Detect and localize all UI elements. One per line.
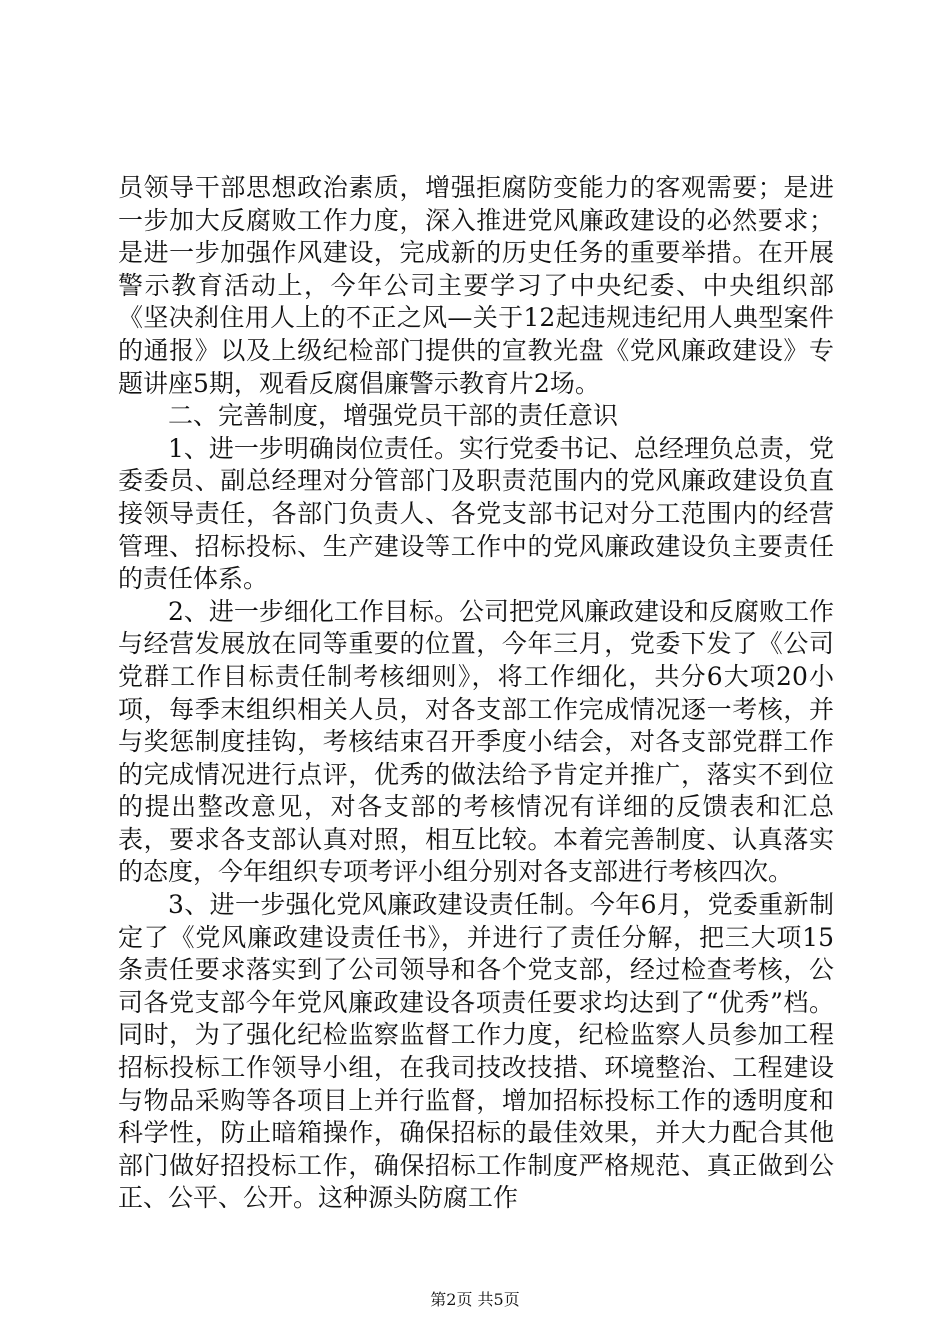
paragraph-item-2: 2、进一步细化工作目标。公司把党风廉政建设和反腐败工作与经营发展放在同等重要的位置，今年三月，党委下发了《公司党群工作目标责任制考核细则》，将工作细化，共分6大项20小项，每季末组织相关人员，对各支部工作完成情况逐一考核，并与奖惩制度挂钩，考核结束召开季度小结会，对各支部党群工作的完成情况进行点评，优秀的做法给予肯定并推广，落实不到位的提出整改意见，对各支部的考核情况有详细的反馈表和汇总表，要求各支部认真对照，相互比较。本着完善制度、认真落实的态度，今年组织专项考评小组分别对各支部进行考核四次。 <box>118 596 834 887</box>
paragraph-item-1: 1、进一步明确岗位责任。实行党委书记、总经理负总责，党委委员、副总经理对分管部门及职责范围内的党风廉政建设负直接领导责任，各部门负责人、各党支部书记对分工范围内的经营管理、招标投标、生产建设等工作中的党风廉政建设负主要责任的责任体系。 <box>118 433 834 594</box>
section-heading: 二、完善制度，增强党员干部的责任意识 <box>168 401 619 431</box>
page-number: 第2页 共5页 <box>430 1290 520 1309</box>
paragraph-continuation: 员领导干部思想政治素质，增强拒腐防变能力的客观需要；是进一步加大反腐败工作力度，深入推进党风廉政建设的必然要求；是进一步加强作风建设，完成新的历史任务的重要举措。在开展警示教育活动上，今年公司主要学习了中央纪委、中央组织部《坚决刹住用人上的不正之风—关于12起违规违纪用人典型案件的通报》以及上级纪检部门提供的宣教光盘《党风廉政建设》专题讲座5期，观看反腐倡廉警示教育片2场。 <box>118 173 834 398</box>
paragraph-item-3: 3、进一步强化党风廉政建设责任制。今年6月，党委重新制定了《党风廉政建设责任书》，并进行了责任分解，把三大项15条责任要求落实到了公司领导和各个党支部，经过检查考核，公司各党支部今年党风廉政建设各项责任要求均达到了“优秀”档。同时，为了强化纪检监察监督工作力度，纪检监察人员参加工程招标投标工作领导小组，在我司技改技措、环境整治、工程建设与物品采购等各项目上并行监督，增加招标投标工作的透明度和科学性，防止暗箱操作，确保招标的最佳效果，并大力配合其他部门做好招投标工作，确保招标工作制度严格规范、真正做到公正、公平、公开。这种源头防腐工作 <box>118 890 834 1213</box>
document-body <box>118 172 834 1215</box>
